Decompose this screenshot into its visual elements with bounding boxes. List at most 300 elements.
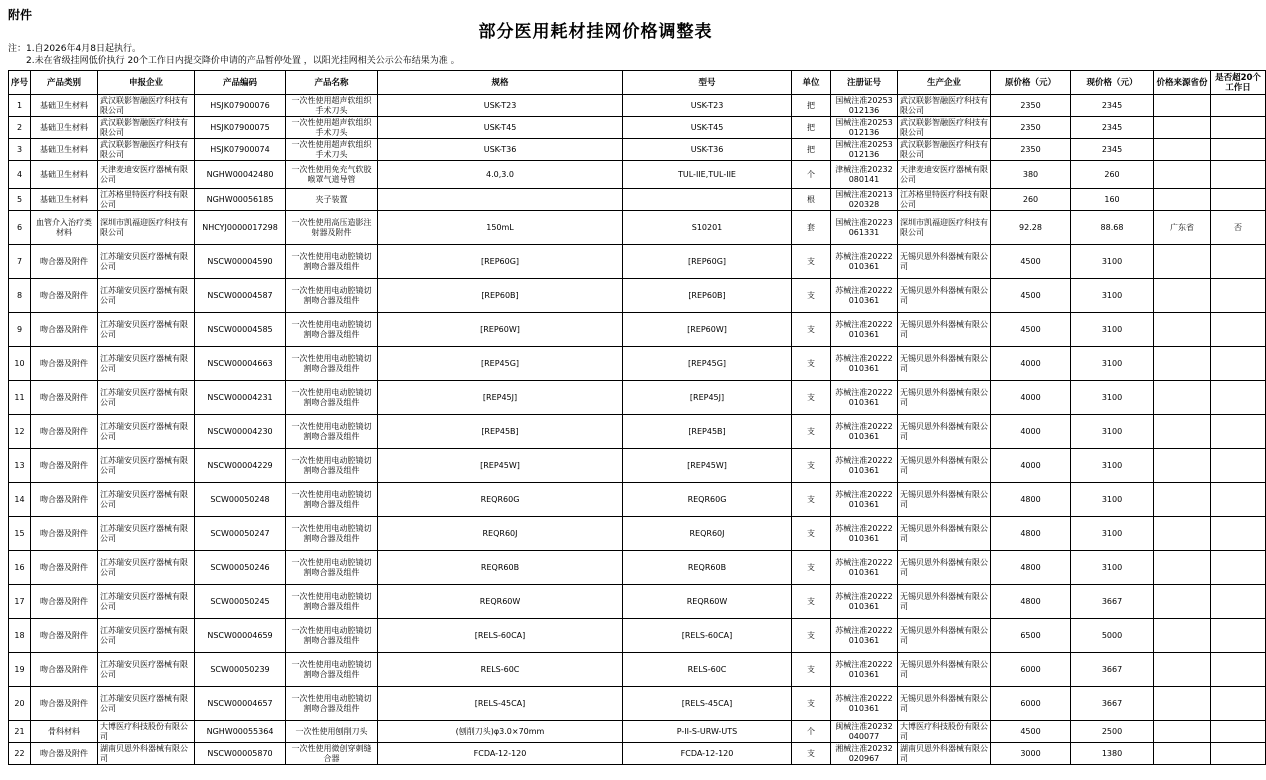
cell-unit: 支 [792,687,831,721]
cell-product-name: 夹子装置 [286,189,378,211]
cell-registration-no: 国械注准20253012136 [831,95,898,117]
cell-applicant: 江苏瑞安贝医疗器械有限公司 [98,585,195,619]
cell-product-code: SCW00050239 [195,653,286,687]
cell-current-price: 5000 [1071,619,1154,653]
cell-product-name: 一次性使用电动腔镜切割吻合器及组件 [286,483,378,517]
cell-registration-no: 苏械注准20222010361 [831,279,898,313]
cell-over-20-days [1211,313,1266,347]
cell-applicant: 江苏瑞安贝医疗器械有限公司 [98,313,195,347]
cell-registration-no: 苏械注准20222010361 [831,653,898,687]
cell-source-province [1154,139,1211,161]
cell-applicant: 深圳市凯福迎医疗科技有限公司 [98,211,195,245]
cell-model: USK-T36 [623,139,792,161]
cell-spec: 4.0,3.0 [378,161,623,189]
cell-product-name: 一次性使用电动腔镜切割吻合器及组件 [286,585,378,619]
cell-source-province [1154,381,1211,415]
cell-spec: 150mL [378,211,623,245]
cell-product-name: 一次性使用电动腔镜切割吻合器及组件 [286,279,378,313]
cell-registration-no: 苏械注准20222010361 [831,347,898,381]
cell-original-price: 380 [991,161,1071,189]
cell-spec: FCDA-12-120 [378,743,623,765]
cell-category: 基础卫生材料 [31,95,98,117]
cell-over-20-days [1211,245,1266,279]
cell-over-20-days [1211,189,1266,211]
cell-spec: REQR60J [378,517,623,551]
cell-seq: 20 [9,687,31,721]
page-title: 部分医用耗材挂网价格调整表 [478,22,713,42]
cell-seq: 16 [9,551,31,585]
cell-seq: 4 [9,161,31,189]
cell-category: 吻合器及附件 [31,381,98,415]
cell-over-20-days [1211,743,1266,765]
cell-seq: 11 [9,381,31,415]
cell-product-code: HSJK07900076 [195,95,286,117]
cell-source-province [1154,117,1211,139]
cell-applicant: 江苏瑞安贝医疗器械有限公司 [98,653,195,687]
cell-spec: REQR60G [378,483,623,517]
table-row [9,279,1266,313]
cell-manufacturer: 无锡贝恩外科器械有限公司 [898,653,991,687]
cell-applicant: 武汉联影智融医疗科技有限公司 [98,139,195,161]
cell-spec: USK-T36 [378,139,623,161]
cell-model: REQR60J [623,517,792,551]
cell-model: [REP60G] [623,245,792,279]
cell-product-name: 一次性使用电动腔镜切割吻合器及组件 [286,687,378,721]
column-header-seq: 序号 [9,71,31,95]
cell-over-20-days [1211,415,1266,449]
table-row [9,313,1266,347]
cell-applicant: 江苏瑞安贝医疗器械有限公司 [98,347,195,381]
table-row [9,381,1266,415]
cell-current-price: 3100 [1071,381,1154,415]
price-adjustment-table [8,70,1266,765]
cell-source-province [1154,653,1211,687]
cell-model: USK-T45 [623,117,792,139]
cell-source-province [1154,483,1211,517]
cell-spec: REQR60W [378,585,623,619]
column-header-manufacturer: 生产企业 [898,71,991,95]
cell-product-name: 一次性使用电动腔镜切割吻合器及组件 [286,313,378,347]
cell-unit: 把 [792,139,831,161]
cell-over-20-days [1211,687,1266,721]
notes [8,43,460,67]
cell-spec: [REP60G] [378,245,623,279]
table-row [9,585,1266,619]
cell-over-20-days [1211,95,1266,117]
table-row [9,189,1266,211]
cell-product-code: NSCW00004590 [195,245,286,279]
cell-product-code: NGHW00042480 [195,161,286,189]
cell-model: [RELS-45CA] [623,687,792,721]
cell-model [623,189,792,211]
cell-seq: 5 [9,189,31,211]
cell-registration-no: 苏械注准20222010361 [831,619,898,653]
cell-current-price: 88.68 [1071,211,1154,245]
cell-manufacturer: 湖南贝恩外科器械有限公司 [898,743,991,765]
cell-spec: USK-T23 [378,95,623,117]
cell-over-20-days [1211,139,1266,161]
cell-category: 吻合器及附件 [31,415,98,449]
cell-applicant: 江苏瑞安贝医疗器械有限公司 [98,619,195,653]
cell-product-code: NSCW00004231 [195,381,286,415]
cell-unit: 支 [792,551,831,585]
cell-spec: [REP45W] [378,449,623,483]
cell-source-province [1154,743,1211,765]
cell-original-price: 2350 [991,139,1071,161]
cell-seq: 3 [9,139,31,161]
column-header-source-province: 价格来源省份 [1154,71,1211,95]
cell-spec: [REP60B] [378,279,623,313]
table-row [9,161,1266,189]
cell-product-name: 一次性使用电动腔镜切割吻合器及组件 [286,415,378,449]
cell-registration-no: 苏械注准20222010361 [831,313,898,347]
cell-applicant: 江苏瑞安贝医疗器械有限公司 [98,279,195,313]
cell-registration-no: 国械注准20253012136 [831,117,898,139]
cell-manufacturer: 无锡贝恩外科器械有限公司 [898,381,991,415]
cell-product-name: 一次性使用超声软组织手术刀头 [286,139,378,161]
cell-over-20-days [1211,619,1266,653]
cell-product-code: NSCW00004587 [195,279,286,313]
cell-model: [REP45B] [623,415,792,449]
cell-product-name: 一次性使用电动腔镜切割吻合器及组件 [286,517,378,551]
cell-source-province [1154,449,1211,483]
cell-category: 基础卫生材料 [31,139,98,161]
cell-original-price: 2350 [991,117,1071,139]
cell-source-province [1154,161,1211,189]
column-header-product-code: 产品编码 [195,71,286,95]
cell-spec: RELS-60C [378,653,623,687]
cell-spec [378,189,623,211]
cell-source-province: 广东省 [1154,211,1211,245]
cell-manufacturer: 武汉联影智融医疗科技有限公司 [898,117,991,139]
cell-registration-no: 苏械注准20222010361 [831,449,898,483]
cell-product-code: SCW00050245 [195,585,286,619]
cell-product-name: 一次性使用电动腔镜切割吻合器及组件 [286,245,378,279]
cell-category: 吻合器及附件 [31,313,98,347]
cell-unit: 支 [792,313,831,347]
cell-current-price: 160 [1071,189,1154,211]
cell-spec: [REP45J] [378,381,623,415]
column-header-model: 型号 [623,71,792,95]
table-row [9,449,1266,483]
cell-current-price: 2500 [1071,721,1154,743]
cell-applicant: 武汉联影智融医疗科技有限公司 [98,95,195,117]
cell-category: 吻合器及附件 [31,483,98,517]
cell-product-code: NGHW00056185 [195,189,286,211]
cell-category: 吻合器及附件 [31,279,98,313]
cell-original-price: 4500 [991,721,1071,743]
cell-current-price: 3100 [1071,279,1154,313]
cell-source-province [1154,415,1211,449]
cell-manufacturer: 武汉联影智融医疗科技有限公司 [898,139,991,161]
cell-product-code: NSCW00004230 [195,415,286,449]
cell-original-price: 6500 [991,619,1071,653]
cell-product-code: NSCW00004663 [195,347,286,381]
cell-current-price: 3667 [1071,687,1154,721]
cell-applicant: 湖南贝恩外科器械有限公司 [98,743,195,765]
cell-spec: [RELS-60CA] [378,619,623,653]
cell-model: REQR60G [623,483,792,517]
table-row [9,517,1266,551]
cell-original-price: 4000 [991,381,1071,415]
cell-original-price: 4000 [991,347,1071,381]
cell-registration-no: 苏械注准20222010361 [831,415,898,449]
cell-category: 骨科材料 [31,721,98,743]
cell-category: 吻合器及附件 [31,245,98,279]
cell-product-code: NGHW00055364 [195,721,286,743]
cell-source-province [1154,279,1211,313]
cell-applicant: 江苏格里特医疗科技有限公司 [98,189,195,211]
cell-manufacturer: 武汉联影智融医疗科技有限公司 [898,95,991,117]
cell-product-code: NSCW00004229 [195,449,286,483]
cell-spec: USK-T45 [378,117,623,139]
cell-manufacturer: 无锡贝恩外科器械有限公司 [898,619,991,653]
cell-product-name: 一次性使用超声软组织手术刀头 [286,95,378,117]
cell-model: P-II-S-URW-UTS [623,721,792,743]
cell-manufacturer: 无锡贝恩外科器械有限公司 [898,245,991,279]
cell-registration-no: 国械注准20223061331 [831,211,898,245]
column-header-registration-no: 注册证号 [831,71,898,95]
table-row [9,483,1266,517]
cell-model: S10201 [623,211,792,245]
cell-registration-no: 闽械注准20232040077 [831,721,898,743]
table-row [9,619,1266,653]
cell-manufacturer: 无锡贝恩外科器械有限公司 [898,483,991,517]
cell-over-20-days [1211,721,1266,743]
cell-unit: 支 [792,743,831,765]
cell-current-price: 3100 [1071,415,1154,449]
cell-product-code: NSCW00004659 [195,619,286,653]
note-line: 注：1.自2026年4月8日起执行。 [8,44,141,54]
cell-category: 吻合器及附件 [31,517,98,551]
cell-product-code: SCW00050246 [195,551,286,585]
cell-registration-no: 津械注准20232080141 [831,161,898,189]
cell-model: [REP45W] [623,449,792,483]
cell-model: USK-T23 [623,95,792,117]
cell-seq: 14 [9,483,31,517]
cell-manufacturer: 大博医疗科技股份有限公司 [898,721,991,743]
cell-original-price: 4000 [991,449,1071,483]
cell-model: [REP60B] [623,279,792,313]
cell-original-price: 2350 [991,95,1071,117]
cell-source-province [1154,245,1211,279]
cell-registration-no: 苏械注准20222010361 [831,687,898,721]
cell-unit: 支 [792,279,831,313]
column-header-product-name: 产品名称 [286,71,378,95]
cell-over-20-days [1211,585,1266,619]
cell-current-price: 260 [1071,161,1154,189]
cell-product-name: 一次性使用电动腔镜切割吻合器及组件 [286,347,378,381]
table-row [9,139,1266,161]
table-header-row [9,71,1266,95]
cell-current-price: 2345 [1071,95,1154,117]
cell-current-price: 1380 [1071,743,1154,765]
cell-registration-no: 国械注准20213020328 [831,189,898,211]
cell-seq: 10 [9,347,31,381]
cell-seq: 22 [9,743,31,765]
table-row [9,211,1266,245]
cell-manufacturer: 无锡贝恩外科器械有限公司 [898,517,991,551]
cell-applicant: 江苏瑞安贝医疗器械有限公司 [98,449,195,483]
cell-spec: REQR60B [378,551,623,585]
cell-unit: 支 [792,245,831,279]
cell-product-code: SCW00050247 [195,517,286,551]
cell-unit: 个 [792,721,831,743]
cell-source-province [1154,95,1211,117]
cell-product-code: NSCW00004657 [195,687,286,721]
cell-unit: 支 [792,653,831,687]
cell-manufacturer: 深圳市凯福迎医疗科技有限公司 [898,211,991,245]
cell-spec: (刨削刀头)φ3.0×70mm [378,721,623,743]
cell-applicant: 武汉联影智融医疗科技有限公司 [98,117,195,139]
cell-source-province [1154,585,1211,619]
cell-manufacturer: 无锡贝恩外科器械有限公司 [898,313,991,347]
cell-over-20-days [1211,161,1266,189]
cell-over-20-days [1211,381,1266,415]
cell-model: REQR60W [623,585,792,619]
table-row [9,687,1266,721]
cell-model: [REP45G] [623,347,792,381]
cell-seq: 13 [9,449,31,483]
cell-current-price: 3100 [1071,347,1154,381]
cell-category: 吻合器及附件 [31,687,98,721]
cell-product-name: 一次性使用电动腔镜切割吻合器及组件 [286,653,378,687]
cell-unit: 个 [792,161,831,189]
cell-seq: 7 [9,245,31,279]
cell-product-code: HSJK07900075 [195,117,286,139]
cell-unit: 支 [792,347,831,381]
column-header-applicant: 申报企业 [98,71,195,95]
cell-source-province [1154,347,1211,381]
cell-manufacturer: 无锡贝恩外科器械有限公司 [898,279,991,313]
table-row [9,551,1266,585]
column-header-spec: 规格 [378,71,623,95]
cell-unit: 支 [792,381,831,415]
table-row [9,245,1266,279]
cell-category: 基础卫生材料 [31,189,98,211]
cell-seq: 6 [9,211,31,245]
cell-product-code: HSJK07900074 [195,139,286,161]
cell-category: 吻合器及附件 [31,449,98,483]
table-row [9,721,1266,743]
cell-over-20-days [1211,449,1266,483]
cell-model: REQR60B [623,551,792,585]
attachment-label: 附件 [8,8,33,22]
cell-current-price: 2345 [1071,139,1154,161]
cell-category: 吻合器及附件 [31,653,98,687]
cell-unit: 支 [792,449,831,483]
cell-current-price: 3100 [1071,517,1154,551]
cell-registration-no: 苏械注准20222010361 [831,551,898,585]
cell-applicant: 江苏瑞安贝医疗器械有限公司 [98,517,195,551]
cell-model: [REP60W] [623,313,792,347]
cell-seq: 18 [9,619,31,653]
column-header-unit: 单位 [792,71,831,95]
cell-over-20-days [1211,347,1266,381]
cell-seq: 1 [9,95,31,117]
cell-product-name: 一次性使用电动腔镜切割吻合器及组件 [286,449,378,483]
cell-source-province [1154,721,1211,743]
cell-original-price: 4800 [991,585,1071,619]
cell-model: RELS-60C [623,653,792,687]
cell-unit: 支 [792,483,831,517]
cell-unit: 把 [792,95,831,117]
cell-manufacturer: 无锡贝恩外科器械有限公司 [898,347,991,381]
table-row [9,653,1266,687]
cell-manufacturer: 无锡贝恩外科器械有限公司 [898,687,991,721]
cell-original-price: 92.28 [991,211,1071,245]
cell-original-price: 4500 [991,313,1071,347]
cell-model: [RELS-60CA] [623,619,792,653]
table-row [9,95,1266,117]
cell-over-20-days [1211,483,1266,517]
cell-over-20-days [1211,117,1266,139]
cell-seq: 12 [9,415,31,449]
cell-manufacturer: 天津麦迪安医疗器械有限公司 [898,161,991,189]
cell-applicant: 江苏瑞安贝医疗器械有限公司 [98,483,195,517]
column-header-original-price: 原价格（元） [991,71,1071,95]
cell-product-code: SCW00050248 [195,483,286,517]
cell-seq: 21 [9,721,31,743]
cell-registration-no: 苏械注准20222010361 [831,585,898,619]
cell-seq: 2 [9,117,31,139]
cell-applicant: 江苏瑞安贝医疗器械有限公司 [98,245,195,279]
cell-over-20-days: 否 [1211,211,1266,245]
cell-registration-no: 苏械注准20222010361 [831,245,898,279]
cell-source-province [1154,189,1211,211]
column-header-category: 产品类别 [31,71,98,95]
cell-applicant: 天津麦迪安医疗器械有限公司 [98,161,195,189]
column-header-over-20-days: 是否超20个工作日 [1211,71,1266,95]
cell-over-20-days [1211,551,1266,585]
cell-unit: 支 [792,415,831,449]
cell-spec: [RELS-45CA] [378,687,623,721]
cell-category: 吻合器及附件 [31,619,98,653]
table-row [9,347,1266,381]
cell-spec: [REP45G] [378,347,623,381]
cell-original-price: 4500 [991,279,1071,313]
cell-applicant: 江苏瑞安贝医疗器械有限公司 [98,687,195,721]
cell-category: 吻合器及附件 [31,551,98,585]
cell-category: 基础卫生材料 [31,117,98,139]
cell-source-province [1154,619,1211,653]
table-row [9,743,1266,765]
cell-source-province [1154,313,1211,347]
cell-original-price: 6000 [991,653,1071,687]
cell-product-name: 一次性使用电动腔镜切割吻合器及组件 [286,551,378,585]
cell-product-name: 一次性使用刨削刀头 [286,721,378,743]
cell-over-20-days [1211,279,1266,313]
cell-over-20-days [1211,653,1266,687]
cell-unit: 支 [792,517,831,551]
cell-original-price: 4500 [991,245,1071,279]
cell-unit: 支 [792,585,831,619]
cell-original-price: 4800 [991,517,1071,551]
cell-category: 吻合器及附件 [31,585,98,619]
cell-current-price: 3100 [1071,483,1154,517]
cell-applicant: 江苏瑞安贝医疗器械有限公司 [98,381,195,415]
cell-current-price: 3100 [1071,449,1154,483]
cell-unit: 根 [792,189,831,211]
cell-category: 吻合器及附件 [31,347,98,381]
cell-current-price: 3667 [1071,585,1154,619]
cell-unit: 支 [792,619,831,653]
cell-product-name: 一次性使用电动腔镜切割吻合器及组件 [286,381,378,415]
cell-unit: 套 [792,211,831,245]
cell-category: 血管介入治疗类材料 [31,211,98,245]
cell-registration-no: 国械注准20253012136 [831,139,898,161]
cell-seq: 15 [9,517,31,551]
